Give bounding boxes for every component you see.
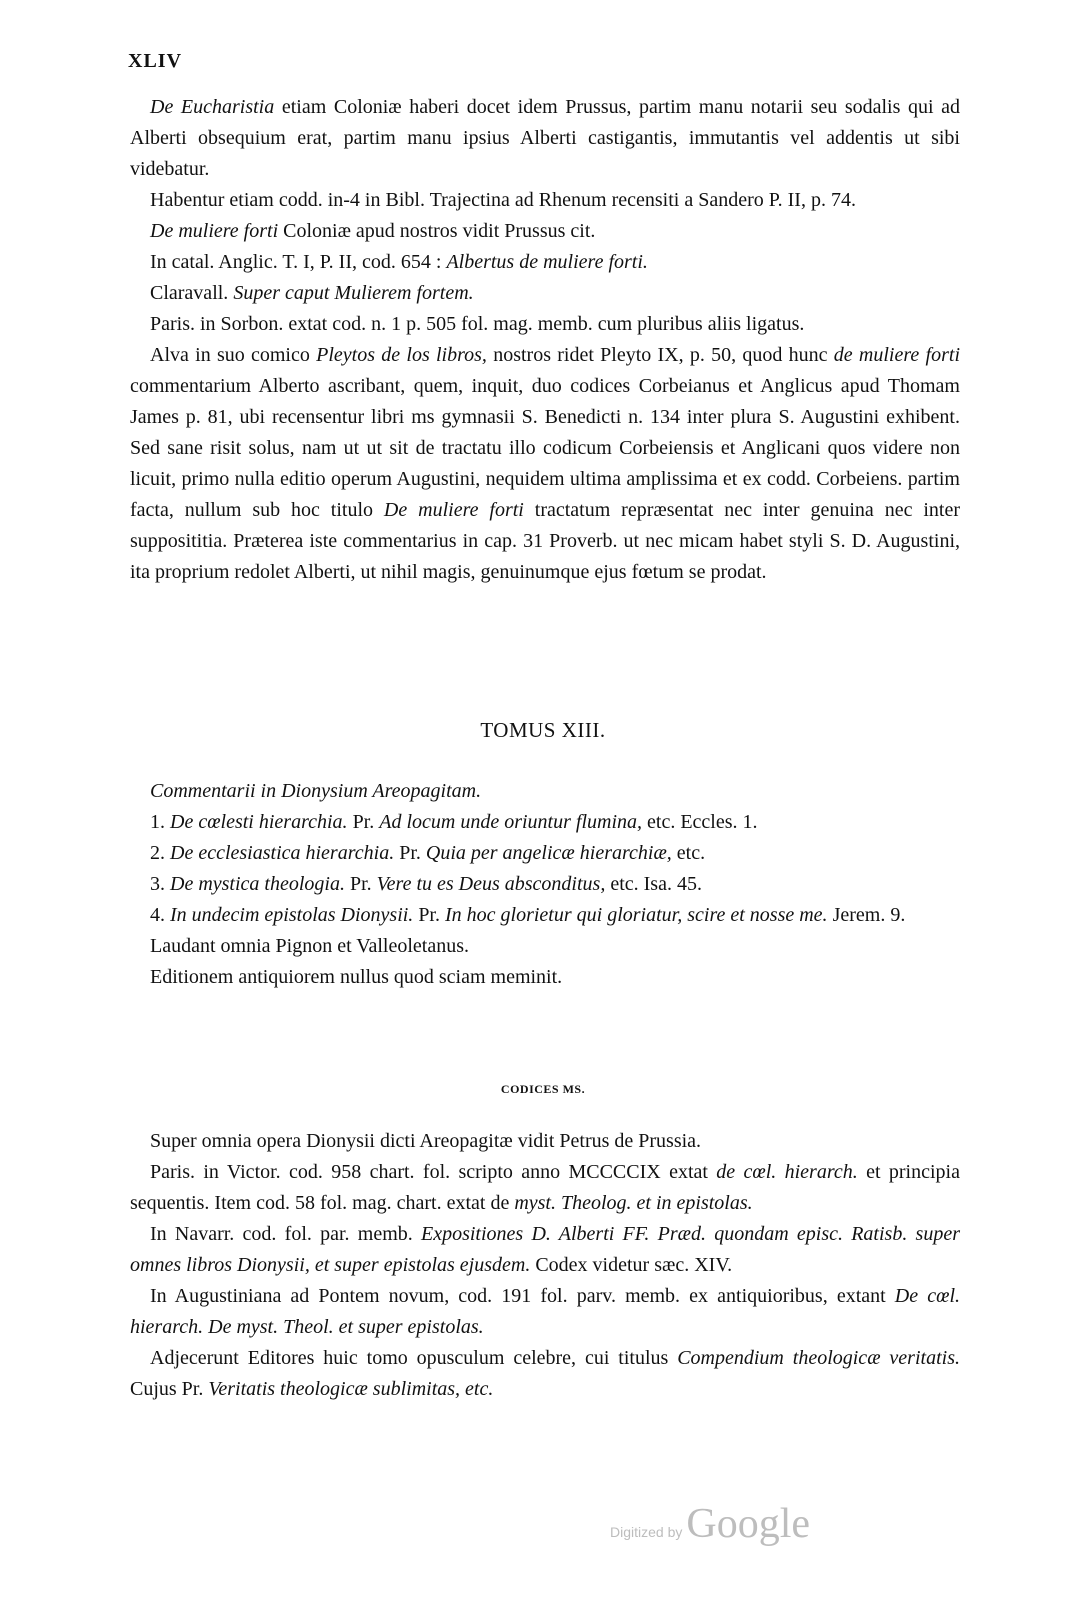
italic-text: de cœl. hierarch.	[716, 1161, 858, 1183]
paragraph-q7	[130, 962, 960, 993]
text-run: In catal. Anglic. T. I, P. II, cod. 654 :	[150, 251, 447, 273]
italic-text: De ecclesiastica hierarchia.	[170, 842, 395, 864]
text-run: Claravall.	[150, 282, 234, 304]
text-run: Habentur etiam codd. in-4 in Bibl. Trajectina ad Rhenum recensiti a Sandero P. II, p. 74.	[150, 189, 856, 211]
google-watermark	[610, 1500, 810, 1548]
italic-text: De cœlesti hierarchia.	[170, 811, 348, 833]
section-tomus-contents	[130, 776, 960, 993]
italic-text: Compendium theologicæ veritatis.	[677, 1347, 960, 1369]
text-run: Cujus Pr.	[130, 1378, 209, 1400]
paragraph-r5	[130, 1343, 960, 1405]
codices-heading: CODICES MS.	[500, 1082, 586, 1096]
page-number: XLIV	[128, 50, 183, 72]
tomus-heading: TOMUS XIII.	[480, 718, 606, 742]
text-run: nostros ridet Pleyto IX, p. 50, quod hunc	[486, 344, 834, 366]
text-run: etc. Eccles. 1.	[642, 811, 758, 833]
text-run: et principia sequentis. Item cod. 58 fol. mag. chart. extat de	[130, 1161, 960, 1214]
text-run: tractatum repræsentat nec inter genuina nec inter supposititia. Præterea iste commentarius in cap. 31 Proverb. ut nec micam habet styli S. D. Augustini, ita proprium redolet Alberti, ut nihil magis, genuinumque ejus fœtum se prodat.	[130, 499, 961, 583]
paragraph-q6	[130, 931, 960, 962]
paragraph-q1	[130, 776, 960, 807]
text-run: Pr.	[394, 842, 426, 864]
text-run: etc. Isa. 45.	[605, 873, 702, 895]
text-run: Editionem antiquiorem nullus quod sciam meminit.	[150, 966, 563, 988]
italic-text: Veritatis theologicæ sublimitas, etc.	[208, 1378, 494, 1400]
italic-text: De mystica theologia.	[170, 873, 345, 895]
italic-text: Quia per angelicæ hierarchiæ,	[425, 842, 672, 864]
italic-text: Super caput Mulierem fortem.	[233, 282, 474, 304]
paragraph-r3	[130, 1219, 960, 1281]
text-run: In Navarr. cod. fol. par. memb.	[150, 1223, 421, 1245]
italic-text: Ad locum unde oriuntur flumina,	[379, 811, 643, 833]
italic-text: In undecim epistolas Dionysii.	[170, 904, 414, 926]
italic-text: De cœl. hierarch. De myst. Theol. et super epistolas.	[130, 1285, 960, 1338]
paragraph-p3	[130, 216, 960, 247]
text-run: etc.	[671, 842, 706, 864]
section-codices	[130, 1126, 960, 1405]
text-run: Laudant omnia Pignon et Valleoletanus.	[150, 935, 470, 957]
text-run: Paris. in Sorbon. extat cod. n. 1 p. 505 fol. mag. memb. cum pluribus aliis ligatus.	[150, 313, 805, 335]
paragraph-p4	[130, 247, 960, 278]
text-run: Jerem. 9.	[827, 904, 906, 926]
paragraph-p6	[130, 309, 960, 340]
paragraph-q3	[130, 838, 960, 869]
text-run: Paris. in Victor. cod. 958 chart. fol. scripto anno MCCCCIX extat	[150, 1161, 717, 1183]
italic-text: In hoc glorietur qui gloriatur, scire et nosse me.	[445, 904, 828, 926]
italic-text: Commentarii in Dionysium Areopagitam.	[150, 780, 482, 802]
paragraph-r4	[130, 1281, 960, 1343]
text-run: In Augustiniana ad Pontem novum, cod. 191 fol. parv. memb. ex antiquioribus, extant	[150, 1285, 895, 1307]
italic-text: de muliere forti	[833, 344, 960, 366]
watermark-digitized-text: Digitized by	[610, 1524, 683, 1540]
text-run: Adjecerunt Editores huic tomo opusculum celebre, cui titulus	[150, 1347, 678, 1369]
paragraph-p7	[130, 340, 960, 588]
paragraph-r2	[130, 1157, 960, 1219]
paragraph-q5	[130, 900, 960, 931]
section-commentary-notes	[130, 92, 960, 588]
google-logo: Google	[686, 1501, 811, 1547]
paragraph-p2	[130, 185, 960, 216]
text-run: Coloniæ apud nostros vidit Prussus cit.	[278, 220, 596, 242]
text-run: Pr.	[347, 811, 380, 833]
italic-text: Expositiones D. Alberti FF. Præd. quondam episc. Ratisb. super omnes libros Dionysii, et super epistolas ejusdem.	[130, 1223, 960, 1276]
italic-text: De muliere forti	[383, 499, 524, 521]
text-run: 2.	[150, 842, 170, 864]
text-run: commentarium Alberto ascribant, quem, inquit, duo codices Corbeianus et Anglicus apud Thomam James p. 81, ubi recensentur libri ms gymnasii S. Benedicti n. 134 inter plura S. Augustini exhibent. Sed sane risit solus, nam ut ut sit de tractatu illo codicum Corbeiensis et Anglicani quos videre non licuit, primo nulla editio operum Augustini, nequidem ultima amplissima et ex codd. Corbeiens. partim facta, nullum sub hoc titulo	[130, 375, 960, 521]
paragraph-p5	[130, 278, 960, 309]
text-run: Pr.	[413, 904, 445, 926]
text-run: 4.	[150, 904, 170, 926]
italic-text: De muliere forti	[150, 220, 279, 242]
paragraph-p1	[130, 92, 960, 185]
italic-text: De Eucharistia	[150, 96, 275, 118]
italic-text: Albertus de muliere forti.	[446, 251, 648, 273]
italic-text: Vere tu es Deus absconditus,	[376, 873, 606, 895]
text-run: etiam Coloniæ haberi docet idem Prussus, partim manu notarii seu sodalis qui ad Alberti obsequium erat, partim manu ipsius Alberti castigantis, immutantis vel addentis ut sibi videbatur.	[130, 96, 961, 180]
text-run: 3.	[150, 873, 170, 895]
text-run: Alva in suo comico	[150, 344, 317, 366]
text-run: Super omnia opera Dionysii dicti Areopagitæ vidit Petrus de Prussia.	[150, 1130, 702, 1152]
text-run: 1.	[150, 811, 170, 833]
italic-text: Pleytos de los libros,	[316, 344, 487, 366]
paragraph-r1	[130, 1126, 960, 1157]
paragraph-q2	[130, 807, 960, 838]
paragraph-q4	[130, 869, 960, 900]
text-run: Codex videtur sæc. XIV.	[530, 1254, 733, 1276]
italic-text: myst. Theolog. et in epistolas.	[514, 1192, 753, 1214]
text-run: Pr.	[344, 873, 377, 895]
